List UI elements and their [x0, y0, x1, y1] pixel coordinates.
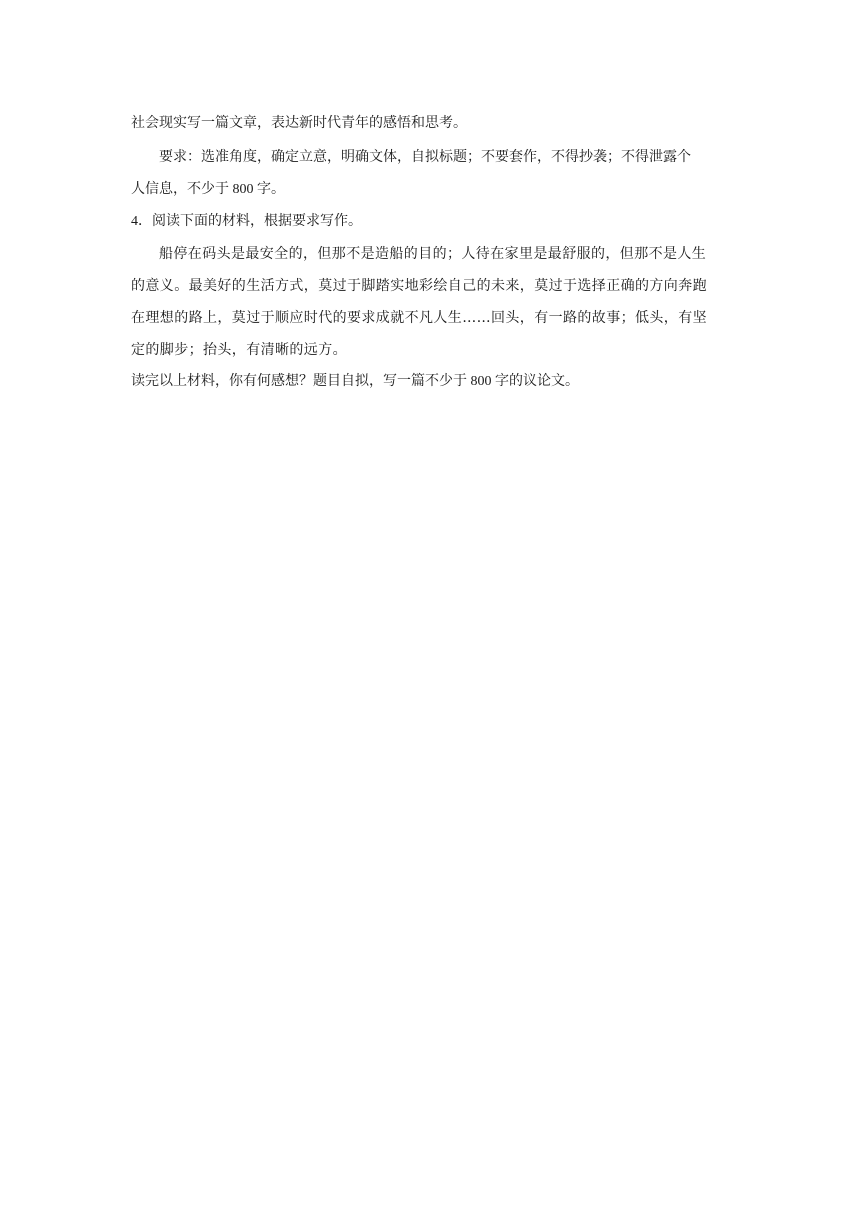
- material-line-3: 在理想的路上，莫过于顺应时代的要求成就不凡人生……回头，有一路的故事；低头，有坚: [131, 310, 707, 326]
- material-line-1: 船停在码头是最安全的，但那不是造船的目的；人待在家里是最舒服的，但那不是人生: [159, 246, 707, 262]
- document-page: [131, 108, 731, 398]
- requirement-line-1: 要求：选准角度，确定立意，明确文体，自拟标题；不要套作，不得抄袭；不得泄露个: [159, 150, 691, 165]
- material-line-2: 的意义。最美好的生活方式，莫过于脚踏实地彩绘自己的未来，莫过于选择正确的方向奔跑: [131, 278, 707, 294]
- intro-continuation: 社会现实写一篇文章，表达新时代青年的感悟和思考。: [131, 116, 467, 131]
- requirement-line-2: 人信息，不少于 800 字。: [131, 182, 285, 197]
- question-heading: 4．阅读下面的材料，根据要求写作。: [131, 214, 362, 229]
- material-line-4: 定的脚步；抬头，有清晰的远方。: [131, 342, 347, 358]
- writing-prompt: 读完以上材料，你有何感想？题目自拟，写一篇不少于 800 字的议论文。: [131, 374, 579, 389]
